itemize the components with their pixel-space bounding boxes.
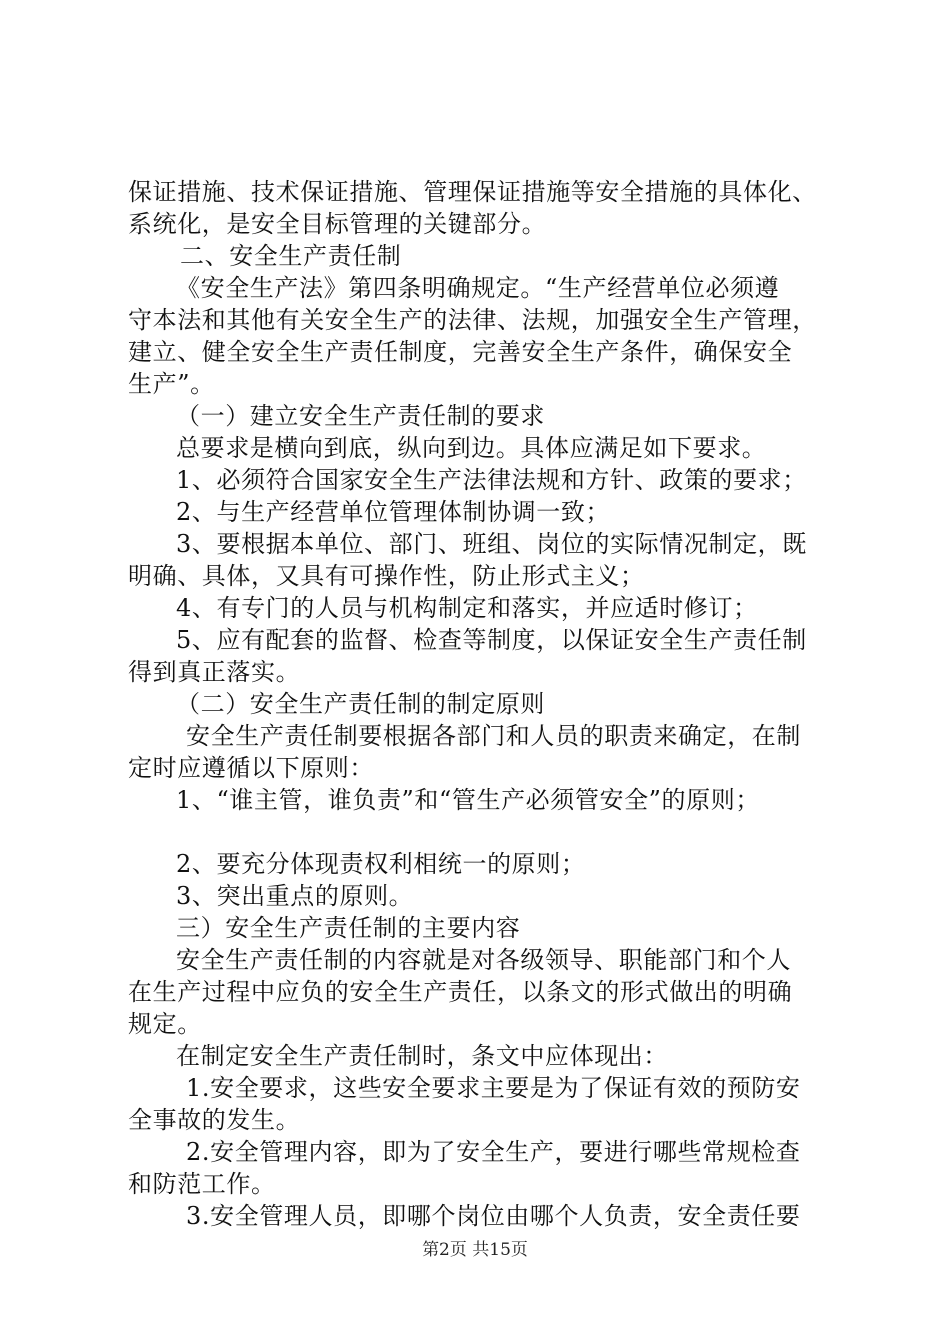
text-line: 得到真正落实。 [128,658,301,686]
text-line: 安全生产责任制的内容就是对各级领导、职能部门和个人 [176,946,791,974]
text-line: 在生产过程中应负的安全生产责任，以条文的形式做出的明确 [128,978,793,1006]
subsection-heading: 三）安全生产责任制的主要内容 [176,914,521,942]
text-line: 系统化，是安全目标管理的关键部分。 [128,210,547,238]
list-item: 1、“谁主管，谁负责”和“管生产必须管安全”的原则； [176,786,760,814]
text-line: 建立、健全安全生产责任制度，完善安全生产条件，确保安全 [128,338,793,366]
text-line: 保证措施、技术保证措施、管理保证措施等安全措施的具体化、 [128,178,817,206]
text-line: 守本法和其他有关安全生产的法律、法规，加强安全生产管理， [128,306,817,334]
text-line: 总要求是横向到底，纵向到边。具体应满足如下要求。 [176,434,767,462]
list-item: 1、必须符合国家安全生产法律法规和方针、政策的要求； [176,466,807,494]
text-line: 安全生产责任制要根据各部门和人员的职责来确定，在制 [186,722,801,750]
subsection-heading: （一）建立安全生产责任制的要求 [176,402,545,430]
text-line: 和防范工作。 [128,1170,276,1198]
text-line: 全事故的发生。 [128,1106,301,1134]
text-line: 在制定安全生产责任制时，条文中应体现出： [176,1042,668,1070]
list-item: 2.安全管理内容，即为了安全生产，要进行哪些常规检查 [186,1138,801,1166]
section-heading: 二、安全生产责任制 [180,242,402,270]
text-line: 《安全生产法》第四条明确规定。“生产经营单位必须遵 [176,274,780,302]
text-line: 生产”。 [128,370,215,398]
page-number-footer: 第2页 共15页 [422,1240,528,1260]
text-line: 规定。 [128,1010,202,1038]
text-line: 定时应遵循以下原则： [128,754,374,782]
list-item: 2、要充分体现责权利相统一的原则； [176,850,586,878]
text-line: 明确、具体，又具有可操作性，防止形式主义； [128,562,645,590]
list-item: 1.安全要求，这些安全要求主要是为了保证有效的预防安 [186,1074,801,1102]
list-item: 5、应有配套的监督、检查等制度，以保证安全生产责任制 [176,626,807,654]
list-item: 3.安全管理人员，即哪个岗位由哪个人负责，安全责任要 [186,1202,801,1230]
subsection-heading: （二）安全生产责任制的制定原则 [176,690,545,718]
list-item: 4、有专门的人员与机构制定和落实，并应适时修订； [176,594,758,622]
list-item: 3、突出重点的原则。 [176,882,414,910]
list-item: 3、要根据本单位、部门、班组、岗位的实际情况制定，既 [176,530,807,558]
list-item: 2、与生产经营单位管理体制协调一致； [176,498,611,526]
